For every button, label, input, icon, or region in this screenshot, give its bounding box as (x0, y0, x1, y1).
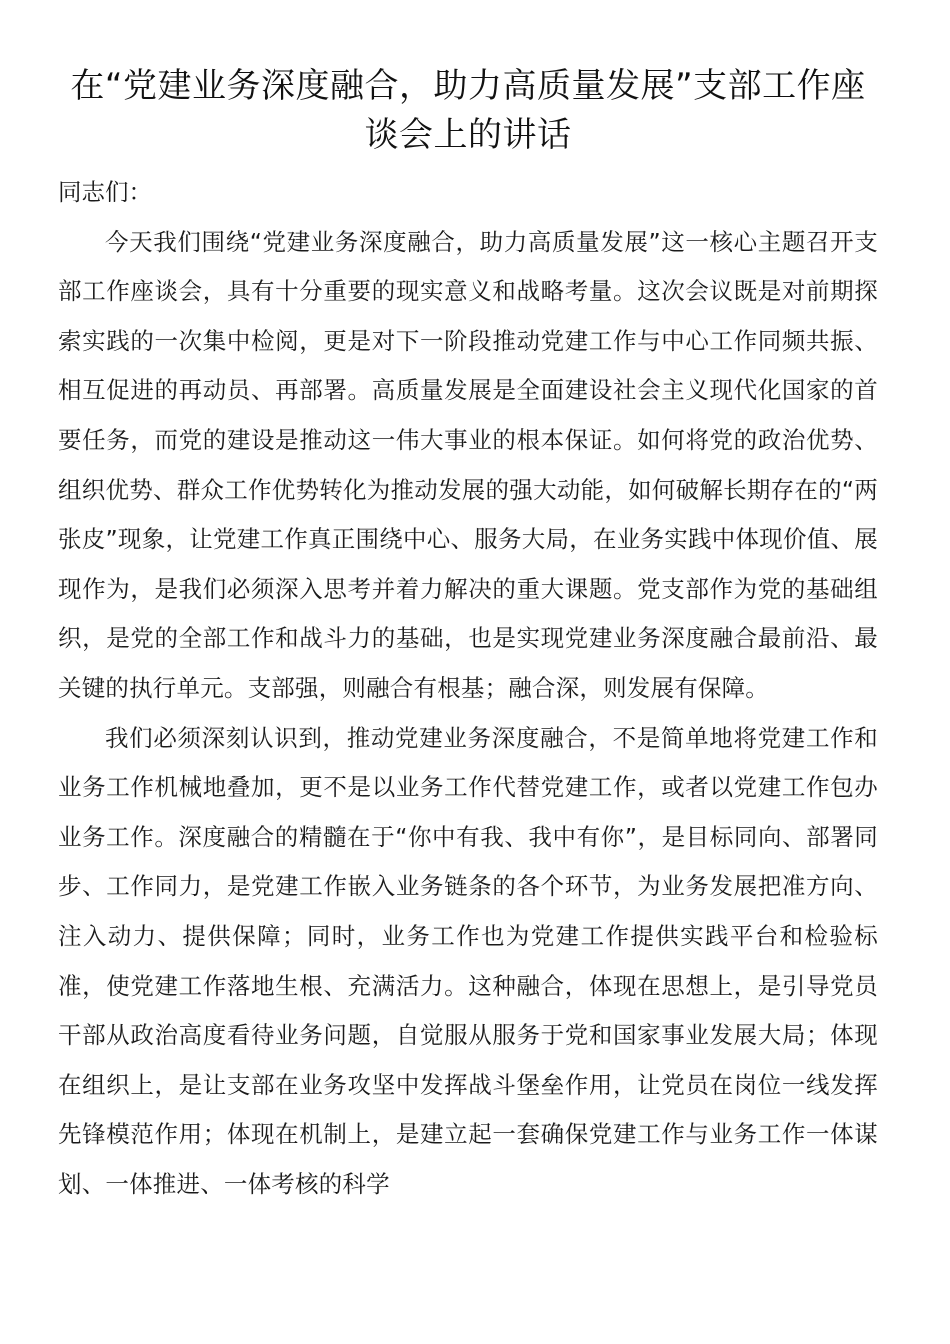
body-paragraph-2: 我们必须深刻认识到，推动党建业务深度融合，不是简单地将党建工作和业务工作机械地叠加，更不是以业务工作代替党建工作，或者以党建工作包办业务工作。深度融合的精髓在于“你中有我、我中有你”，是目标同向、部署同步、工作同力，是党建工作嵌入业务链条的各个环节，为业务发展把准方向、注入动力、提供保障；同时，业务工作也为党建工作提供实践平台和检验标准，使党建工作落地生根、充满活力。这种融合，体现在思想上，是引导党员干部从政治高度看待业务问题，自觉服从服务于党和国家事业发展大局；体现在组织上，是让支部在业务攻坚中发挥战斗堡垒作用，让党员在岗位一线发挥先锋模范作用；体现在机制上，是建立起一套确保党建工作与业务工作一体谋划、一体推进、一体考核的科学 (58, 723, 878, 1198)
body-paragraph-1: 今天我们围绕“党建业务深度融合，助力高质量发展”这一核心主题召开支部工作座谈会，具有十分重要的现实意义和战略考量。这次会议既是对前期探索实践的一次集中检阅，更是对下一阶段推动党建工作与中心工作同频共振、相互促进的再动员、再部署。高质量发展是全面建设社会主义现代化国家的首要任务，而党的建设是推动这一伟大事业的根本保证。如何将党的政治优势、组织优势、群众工作优势转化为推动发展的强大动能，如何破解长期存在的“两张皮”现象，让党建工作真正围绕中心、服务大局，在业务实践中体现价值、展现作为，是我们必须深入思考并着力解决的重大课题。党支部作为党的基础组织，是党的全部工作和战斗力的基础，也是实现党建业务深度融合最前沿、最关键的执行单元。支部强，则融合有根基；融合深，则发展有保障。 (58, 227, 878, 702)
document-page (58, 62, 878, 1209)
document-title: 在“党建业务深度融合，助力高质量发展”支部工作座谈会上的讲话 (70, 66, 866, 155)
salutation: 同志们： (58, 178, 152, 206)
